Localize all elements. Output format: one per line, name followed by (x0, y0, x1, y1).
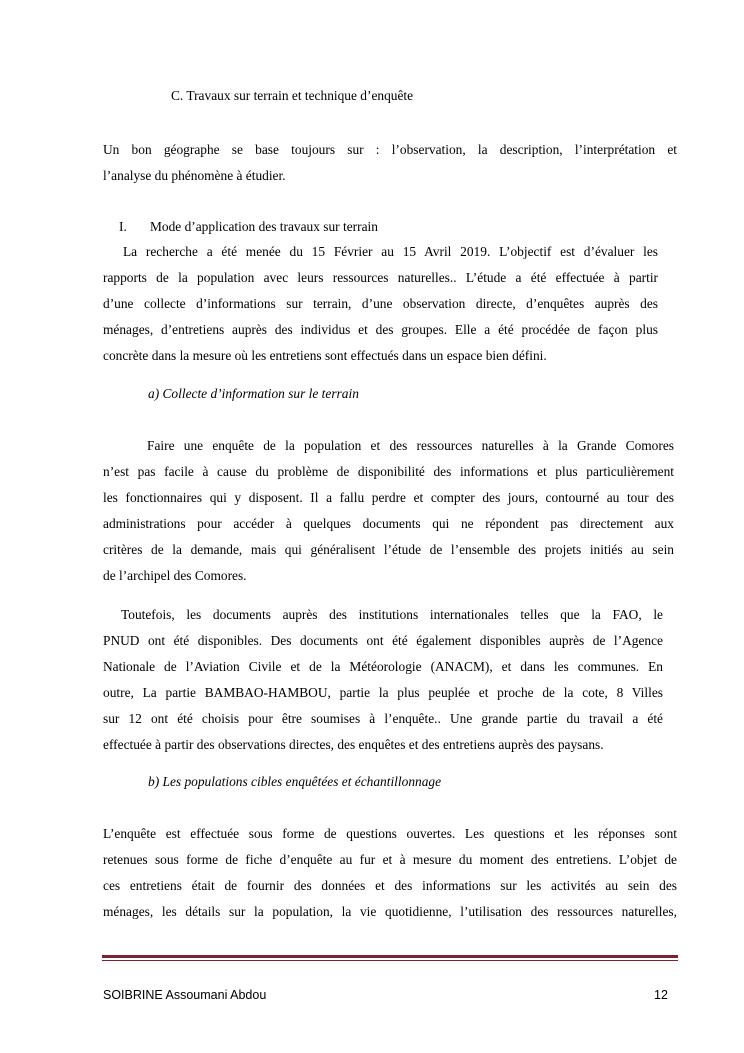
page-number: 12 (654, 988, 668, 1002)
intro-paragraph (103, 137, 677, 189)
text-line: ménages, d’entretiens auprès des individus et des groupes. Elle a été procédée de façon plus (103, 322, 658, 337)
text-line: sur 12 ont été choisis pour être soumises à l’enquête.. Une grande partie du travail a été (103, 711, 663, 726)
text-line: critères de la demande, mais qui généralisent l’étude de l’ensemble des projets initiés au sein (103, 542, 674, 557)
mode-paragraph (103, 239, 658, 369)
text-line: PNUD ont été disponibles. Des documents ont été également disponibles auprès de l’Agence (103, 633, 663, 648)
section-i-number: I. (119, 219, 127, 234)
text-line: n’est pas facile à cause du problème de disponibilité des informations et plus particulièrement (103, 464, 674, 479)
text-line: retenues sous forme de fiche d’enquête au fur et à mesure du moment des entretiens. L’objet de (103, 852, 677, 867)
footer-author: SOIBRINE Assoumani Abdou (103, 988, 267, 1002)
text-line: Nationale de l’Aviation Civile et de la Météorologie (ANACM), et dans les communes. En (103, 659, 663, 674)
footer-rule (102, 955, 678, 958)
text-line: ces entretiens était de fournir des données et des informations sur les activités au sein des (103, 878, 677, 893)
text-line: Toutefois, les documents auprès des institutions internationales telles que la FAO, le (121, 607, 663, 622)
text-line: de l’archipel des Comores. (103, 568, 247, 583)
text-line: rapports de la population avec leurs ressources naturelles.. L’étude a été effectuée à partir (103, 270, 658, 285)
text-line: Un bon géographe se base toujours sur : l’observation, la description, l’interprétation et (103, 142, 677, 157)
text-line: La recherche a été menée du 15 Février au 15 Avril 2019. L’objectif est d’évaluer les (123, 244, 658, 259)
text-line: administrations pour accéder à quelques documents qui ne répondent pas directement aux (103, 516, 674, 531)
footer-rule-thin (102, 960, 678, 961)
collecte-paragraph (103, 433, 674, 589)
text-line: concrète dans la mesure où les entretiens sont effectués dans un espace bien défini. (103, 348, 547, 363)
subsection-b-heading: b) Les populations cibles enquêtées et échantillonnage (148, 774, 442, 789)
text-line: ménages, les détails sur la population, la vie quotidienne, l’utilisation des ressources naturelles, (103, 904, 677, 919)
text-line: les fonctionnaires qui y disposent. Il a fallu perdre et compter des jours, contourné au tour des (103, 490, 674, 505)
enquete-paragraph (103, 821, 677, 925)
section-i-title: Mode d’application des travaux sur terrain (150, 219, 378, 234)
text-line: outre, La partie BAMBAO-HAMBOU, partie la plus peuplée et proche de la cote, 8 Villes (103, 685, 663, 700)
text-line: L’enquête est effectuée sous forme de questions ouvertes. Les questions et les réponses sont (103, 826, 677, 841)
text-line: effectuée à partir des observations directes, des enquêtes et des entretiens auprès des paysans. (103, 737, 604, 752)
subsection-a-heading: a) Collecte d’information sur le terrain (148, 386, 359, 401)
text-line: d’une collecte d’informations sur terrain, d’une observation directe, d’enquêtes auprès des (103, 296, 658, 311)
toutefois-paragraph (103, 602, 663, 758)
section-c-heading: C. Travaux sur terrain et technique d’enquête (171, 88, 414, 103)
text-line: l’analyse du phénomène à étudier. (103, 168, 286, 183)
text-line: Faire une enquête de la population et des ressources naturelles à la Grande Comores (147, 438, 674, 453)
